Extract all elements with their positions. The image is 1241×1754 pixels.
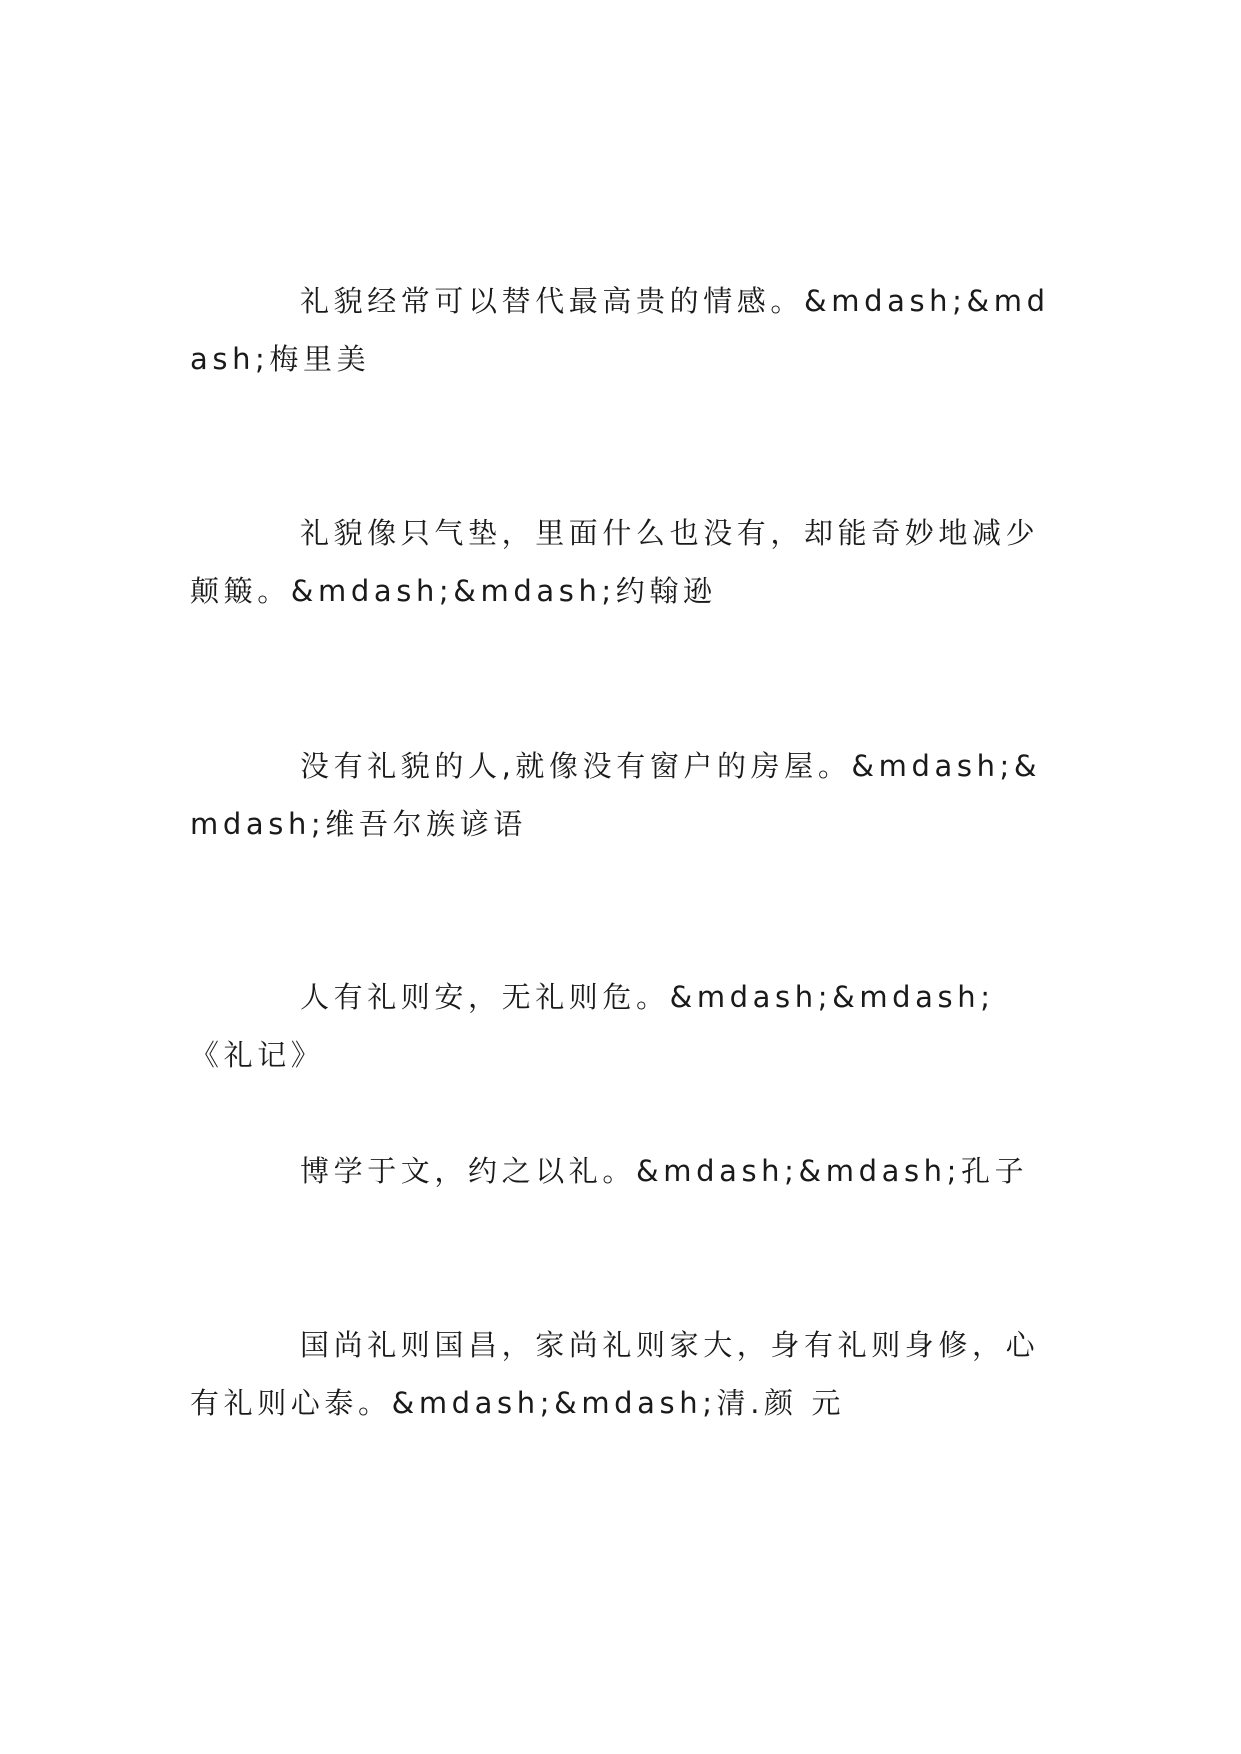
quote-paragraph-1: 礼貌经常可以替代最高贵的情感。&mdash;&mdash;梅里美 [190, 284, 1050, 376]
quote-paragraph-5: 博学于文，约之以礼。&mdash;&mdash;孔子 [300, 1154, 1029, 1188]
quote-paragraph-4: 人有礼则安，无礼则危。&mdash;&mdash;《礼记》 [190, 980, 995, 1072]
quote-paragraph-3: 没有礼貌的人,就像没有窗户的房屋。&mdash;&mdash;维吾尔族谚语 [190, 749, 1042, 841]
quote-paragraph-2: 礼貌像只气垫，里面什么也没有，却能奇妙地减少颠簸。&mdash;&mdash;约翰逊 [190, 516, 1040, 608]
quote-paragraph-6: 国尚礼则国昌，家尚礼则家大，身有礼则身修，心有礼则心泰。&mdash;&mdash;清.颜 元 [190, 1328, 1040, 1420]
